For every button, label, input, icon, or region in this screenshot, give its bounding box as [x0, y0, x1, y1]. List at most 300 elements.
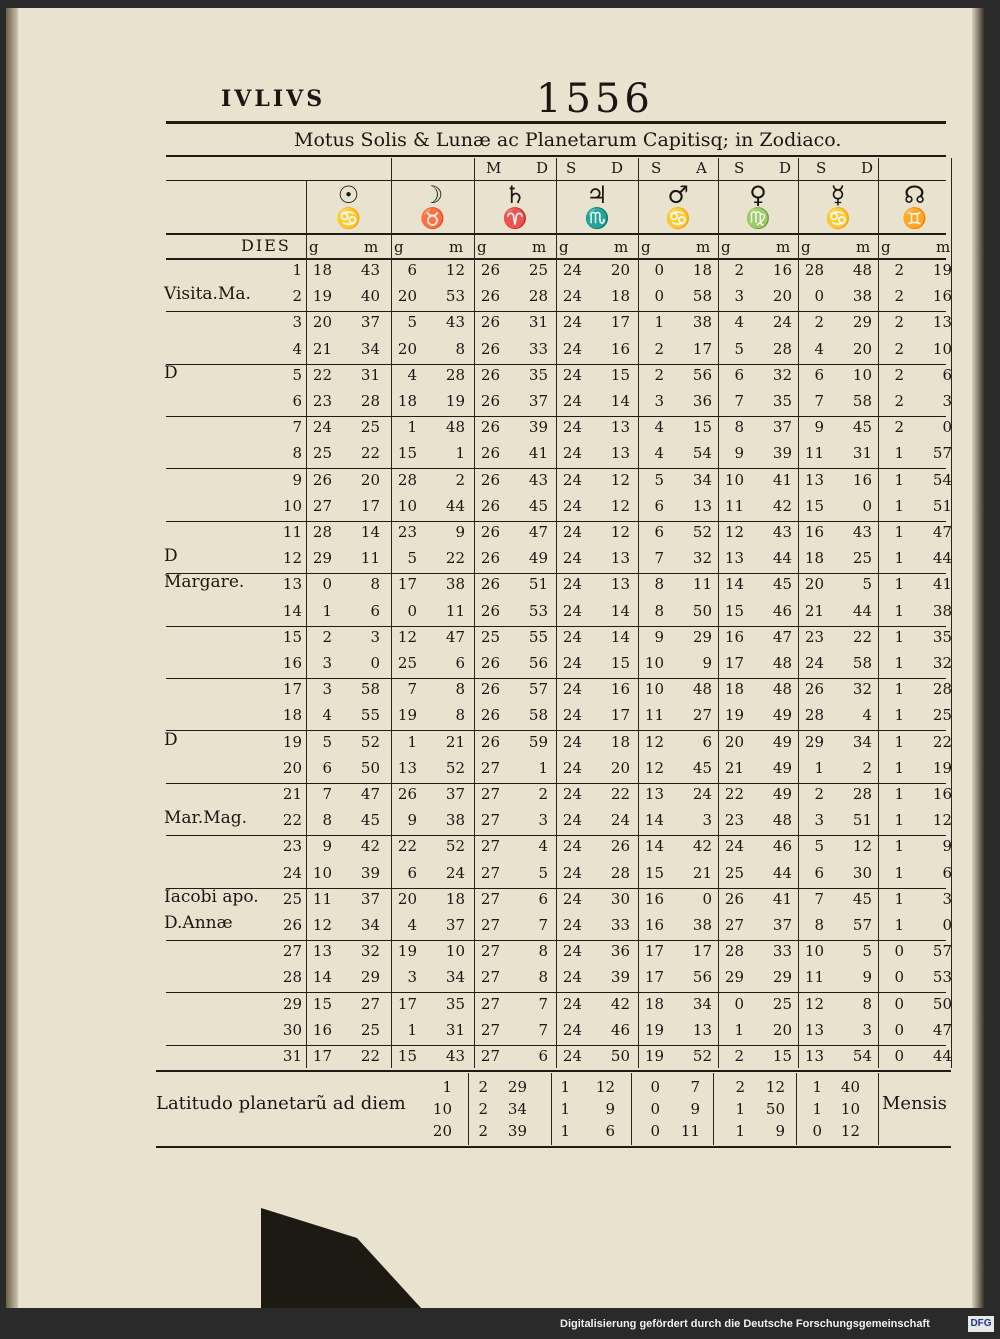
minutes-cell: 44 — [932, 1047, 952, 1065]
minutes-cell: 32 — [772, 365, 792, 384]
minutes-cell: 48 — [692, 680, 712, 699]
minutes-cell: 52 — [445, 837, 465, 856]
unit-label: m — [614, 238, 629, 256]
minutes-cell: 58 — [852, 654, 872, 672]
day-number: 31 — [282, 1047, 302, 1065]
minutes-cell: 32 — [932, 654, 952, 672]
degrees-cell: 19 — [397, 942, 417, 961]
degrees-cell: 26 — [480, 287, 500, 306]
degrees-cell: 8 — [734, 418, 744, 437]
degrees-cell: 20 — [804, 575, 824, 594]
degrees-cell: 27 — [480, 1047, 500, 1065]
zodiac-sign-luna: ♉ — [420, 206, 445, 230]
degrees-cell: 15 — [804, 496, 824, 515]
minutes-cell: 15 — [610, 365, 630, 384]
minutes-cell: 2 — [455, 470, 465, 489]
degrees-cell: 24 — [562, 758, 582, 777]
minutes-cell: 0 — [942, 916, 952, 934]
degrees-cell: 24 — [562, 470, 582, 489]
degrees-cell: 24 — [562, 1047, 582, 1065]
degrees-cell: 24 — [562, 942, 582, 961]
degrees-cell: 11 — [804, 444, 824, 463]
calendar-note: Iacobi apo. — [164, 886, 259, 907]
minutes-cell: 14 — [610, 627, 630, 646]
minutes-cell: 35 — [932, 627, 952, 646]
minutes-cell: 6 — [702, 732, 712, 751]
day-number: 17 — [282, 680, 302, 699]
minutes-cell: 19 — [445, 392, 465, 410]
minutes-cell: 32 — [852, 680, 872, 699]
degrees-cell: 13 — [804, 470, 824, 489]
minutes-cell: 18 — [445, 889, 465, 908]
minutes-cell: 28 — [852, 785, 872, 803]
degrees-cell: 1 — [654, 313, 664, 332]
latitude-cell: 12 — [840, 1122, 860, 1140]
minutes-cell: 45 — [528, 496, 548, 515]
minutes-cell: 56 — [692, 365, 712, 384]
degrees-cell: 24 — [562, 706, 582, 725]
minutes-cell: 49 — [772, 758, 792, 777]
degrees-cell: 11 — [644, 706, 664, 725]
degrees-cell: 18 — [804, 549, 824, 568]
minutes-cell: 17 — [692, 339, 712, 358]
degrees-cell: 7 — [407, 680, 417, 699]
day-number: 9 — [292, 470, 302, 489]
degrees-cell: 26 — [480, 732, 500, 751]
day-number: 24 — [282, 863, 302, 882]
minutes-cell: 45 — [852, 418, 872, 437]
degrees-cell: 26 — [804, 680, 824, 699]
dfg-logo: DFG — [968, 1316, 994, 1332]
degrees-cell: 24 — [562, 365, 582, 384]
minutes-cell: 28 — [445, 365, 465, 384]
degrees-cell: 2 — [894, 261, 904, 279]
minutes-cell: 3 — [942, 889, 952, 908]
minutes-cell: 25 — [852, 549, 872, 568]
top-unit-label: D — [779, 159, 792, 177]
minutes-cell: 45 — [692, 758, 712, 777]
degrees-cell: 16 — [644, 916, 664, 934]
minutes-cell: 51 — [932, 496, 952, 515]
minutes-cell: 37 — [445, 785, 465, 803]
row-pair-rule — [166, 626, 946, 627]
minutes-cell: 12 — [610, 523, 630, 541]
minutes-cell: 43 — [852, 523, 872, 541]
degrees-cell: 6 — [814, 365, 824, 384]
minutes-cell: 6 — [538, 889, 548, 908]
degrees-cell: 4 — [322, 706, 332, 725]
degrees-cell: 28 — [804, 706, 824, 725]
minutes-cell: 11 — [445, 601, 465, 620]
degrees-cell: 0 — [814, 287, 824, 306]
degrees-cell: 3 — [322, 654, 332, 672]
degrees-cell: 0 — [654, 261, 664, 279]
latitude-cell: 1 — [812, 1078, 822, 1096]
minutes-cell: 48 — [772, 654, 792, 672]
degrees-cell: 17 — [397, 994, 417, 1013]
day-number: 14 — [282, 601, 302, 620]
minutes-cell: 54 — [692, 444, 712, 463]
degrees-cell: 5 — [814, 837, 824, 856]
minutes-cell: 18 — [610, 732, 630, 751]
top-unit-label: D — [861, 159, 874, 177]
minutes-cell: 24 — [610, 811, 630, 830]
degrees-cell: 6 — [322, 758, 332, 777]
minutes-cell: 58 — [360, 680, 380, 699]
degrees-cell: 4 — [734, 313, 744, 332]
minutes-cell: 16 — [852, 470, 872, 489]
row-pair-rule — [166, 730, 946, 731]
column-separator — [718, 158, 719, 1068]
degrees-cell: 13 — [312, 942, 332, 961]
column-separator — [638, 158, 639, 1068]
planet-symbol-mercurius: ☿ — [830, 181, 846, 209]
minutes-cell: 0 — [862, 496, 872, 515]
degrees-cell: 15 — [644, 863, 664, 882]
planet-symbol-caput: ☊ — [903, 181, 926, 209]
degrees-cell: 7 — [322, 785, 332, 803]
minutes-cell: 50 — [360, 758, 380, 777]
degrees-cell: 9 — [734, 444, 744, 463]
minutes-cell: 6 — [942, 365, 952, 384]
unit-label: m — [449, 238, 464, 256]
unit-label: m — [856, 238, 871, 256]
minutes-cell: 45 — [772, 575, 792, 594]
degrees-cell: 19 — [644, 1047, 664, 1065]
day-number: 13 — [282, 575, 302, 594]
minutes-cell: 31 — [360, 365, 380, 384]
minutes-cell: 57 — [528, 680, 548, 699]
minutes-cell: 52 — [692, 523, 712, 541]
latitude-cell: 0 — [650, 1078, 660, 1096]
minutes-cell: 16 — [610, 680, 630, 699]
degrees-cell: 7 — [734, 392, 744, 410]
top-unit-label: S — [734, 159, 745, 177]
minutes-cell: 3 — [538, 811, 548, 830]
row-pair-rule — [166, 940, 946, 941]
degrees-cell: 1 — [894, 496, 904, 515]
minutes-cell: 20 — [610, 261, 630, 279]
calendar-note: Margare. — [164, 572, 245, 593]
minutes-cell: 43 — [528, 470, 548, 489]
minutes-cell: 19 — [932, 261, 952, 279]
degrees-cell: 4 — [407, 365, 417, 384]
degrees-cell: 2 — [894, 392, 904, 410]
degrees-cell: 15 — [724, 601, 744, 620]
row-pair-rule — [166, 835, 946, 836]
minutes-cell: 5 — [862, 942, 872, 961]
minutes-cell: 0 — [942, 418, 952, 437]
day-number: 18 — [282, 706, 302, 725]
degrees-cell: 18 — [644, 994, 664, 1013]
degrees-cell: 29 — [804, 732, 824, 751]
minutes-cell: 48 — [772, 680, 792, 699]
degrees-cell: 5 — [322, 732, 332, 751]
minutes-cell: 20 — [610, 758, 630, 777]
latitude-separator — [878, 1073, 879, 1145]
minutes-cell: 12 — [610, 470, 630, 489]
degrees-cell: 16 — [644, 889, 664, 908]
minutes-cell: 57 — [932, 942, 952, 961]
degrees-cell: 6 — [407, 863, 417, 882]
degrees-cell: 0 — [894, 994, 904, 1013]
degrees-cell: 26 — [480, 575, 500, 594]
degrees-cell: 2 — [654, 365, 664, 384]
degrees-cell: 24 — [562, 654, 582, 672]
minutes-cell: 33 — [772, 942, 792, 961]
degrees-cell: 26 — [397, 785, 417, 803]
degrees-cell: 26 — [480, 444, 500, 463]
minutes-cell: 13 — [610, 444, 630, 463]
minutes-cell: 39 — [610, 968, 630, 987]
row-pair-rule — [166, 573, 946, 574]
degrees-cell: 29 — [312, 549, 332, 568]
degrees-cell: 3 — [814, 811, 824, 830]
degrees-cell: 2 — [894, 313, 904, 332]
latitude-cell: 2 — [478, 1100, 488, 1118]
minutes-cell: 4 — [538, 837, 548, 856]
minutes-cell: 37 — [360, 313, 380, 332]
latitude-cell: 40 — [840, 1078, 860, 1096]
degrees-cell: 1 — [734, 1020, 744, 1039]
minutes-cell: 13 — [610, 549, 630, 568]
calendar-note: Visita.Ma. — [164, 284, 251, 305]
degrees-cell: 23 — [724, 811, 744, 830]
degrees-cell: 24 — [724, 837, 744, 856]
degrees-cell: 0 — [734, 994, 744, 1013]
minutes-cell: 20 — [772, 1020, 792, 1039]
degrees-cell: 15 — [397, 444, 417, 463]
degrees-cell: 27 — [480, 811, 500, 830]
top-unit-label: A — [696, 159, 707, 177]
degrees-cell: 0 — [894, 1020, 904, 1039]
minutes-cell: 50 — [610, 1047, 630, 1065]
minutes-cell: 20 — [772, 287, 792, 306]
minutes-cell: 12 — [610, 496, 630, 515]
degrees-cell: 2 — [894, 287, 904, 306]
minutes-cell: 20 — [852, 339, 872, 358]
row-pair-rule — [166, 521, 946, 522]
minutes-cell: 3 — [942, 392, 952, 410]
degrees-cell: 10 — [312, 863, 332, 882]
minutes-cell: 5 — [538, 863, 548, 882]
degrees-cell: 1 — [894, 837, 904, 856]
minutes-cell: 38 — [692, 313, 712, 332]
column-separator — [798, 158, 799, 1068]
minutes-cell: 29 — [772, 968, 792, 987]
scanned-page — [6, 8, 984, 1308]
latitude-cell: 12 — [595, 1078, 615, 1096]
calendar-note: Mar.Mag. — [164, 808, 248, 829]
degrees-cell: 21 — [312, 339, 332, 358]
table-caption: Motus Solis & Lunæ ac Planetarum Capitisq; in Zodiaco. — [294, 129, 842, 151]
day-number: 8 — [292, 444, 302, 463]
degrees-cell: 2 — [814, 313, 824, 332]
degrees-cell: 1 — [894, 732, 904, 751]
minutes-cell: 24 — [445, 863, 465, 882]
row-pair-rule — [166, 992, 946, 993]
degrees-cell: 1 — [894, 575, 904, 594]
row-pair-rule — [166, 364, 946, 365]
latitude-cell: 34 — [507, 1100, 527, 1118]
degrees-cell: 7 — [654, 549, 664, 568]
minutes-cell: 22 — [360, 444, 380, 463]
minutes-cell: 55 — [360, 706, 380, 725]
planet-symbol-saturnus: ♄ — [504, 181, 526, 209]
degrees-cell: 2 — [894, 365, 904, 384]
caption-rule — [166, 155, 946, 157]
degrees-cell: 24 — [562, 339, 582, 358]
minutes-cell: 59 — [528, 732, 548, 751]
minutes-cell: 4 — [862, 706, 872, 725]
degrees-cell: 27 — [480, 942, 500, 961]
minutes-cell: 38 — [445, 811, 465, 830]
latitude-cell: 11 — [680, 1122, 700, 1140]
degrees-cell: 24 — [562, 392, 582, 410]
unit-label: m — [776, 238, 791, 256]
day-number: 19 — [282, 732, 302, 751]
page-edge-shadow — [972, 8, 984, 1308]
minutes-cell: 53 — [932, 968, 952, 987]
minutes-cell: 6 — [942, 863, 952, 882]
degrees-cell: 10 — [644, 654, 664, 672]
degrees-cell: 25 — [312, 444, 332, 463]
minutes-cell: 22 — [360, 1047, 380, 1065]
degrees-cell: 24 — [562, 523, 582, 541]
calendar-note: D — [164, 362, 178, 383]
degrees-cell: 1 — [894, 785, 904, 803]
degrees-cell: 1 — [894, 680, 904, 699]
minutes-cell: 54 — [932, 470, 952, 489]
degrees-cell: 26 — [480, 392, 500, 410]
degrees-cell: 6 — [407, 261, 417, 279]
day-number: 15 — [282, 627, 302, 646]
degrees-cell: 24 — [562, 889, 582, 908]
latitude-cell: 6 — [605, 1122, 615, 1140]
minutes-cell: 10 — [852, 365, 872, 384]
degrees-cell: 10 — [724, 470, 744, 489]
minutes-cell: 43 — [445, 1047, 465, 1065]
minutes-cell: 25 — [360, 418, 380, 437]
minutes-cell: 35 — [445, 994, 465, 1013]
mensis-label: Mensis — [882, 1093, 947, 1114]
minutes-cell: 54 — [852, 1047, 872, 1065]
degrees-cell: 20 — [312, 313, 332, 332]
degrees-cell: 13 — [804, 1020, 824, 1039]
minutes-cell: 8 — [862, 994, 872, 1013]
degrees-cell: 14 — [644, 837, 664, 856]
degrees-cell: 20 — [397, 287, 417, 306]
degrees-cell: 9 — [322, 837, 332, 856]
minutes-cell: 41 — [772, 470, 792, 489]
degrees-cell: 2 — [734, 261, 744, 279]
degrees-cell: 18 — [724, 680, 744, 699]
minutes-cell: 25 — [932, 706, 952, 725]
degrees-cell: 10 — [397, 496, 417, 515]
minutes-cell: 56 — [528, 654, 548, 672]
minutes-cell: 45 — [360, 811, 380, 830]
day-number: 11 — [282, 523, 302, 541]
minutes-cell: 55 — [528, 627, 548, 646]
minutes-cell: 47 — [528, 523, 548, 541]
minutes-cell: 41 — [528, 444, 548, 463]
minutes-cell: 26 — [610, 837, 630, 856]
degrees-cell: 22 — [397, 837, 417, 856]
degrees-cell: 27 — [480, 758, 500, 777]
minutes-cell: 15 — [772, 1047, 792, 1065]
minutes-cell: 0 — [702, 889, 712, 908]
minutes-cell: 38 — [932, 601, 952, 620]
degrees-cell: 12 — [312, 916, 332, 934]
degrees-cell: 15 — [312, 994, 332, 1013]
degrees-cell: 8 — [322, 811, 332, 830]
degrees-cell: 5 — [407, 313, 417, 332]
minutes-cell: 42 — [360, 837, 380, 856]
degrees-cell: 24 — [562, 811, 582, 830]
degrees-cell: 19 — [397, 706, 417, 725]
minutes-cell: 39 — [360, 863, 380, 882]
degrees-cell: 1 — [407, 418, 417, 437]
degrees-cell: 27 — [480, 785, 500, 803]
degrees-cell: 0 — [654, 287, 664, 306]
degrees-cell: 7 — [814, 392, 824, 410]
minutes-cell: 7 — [538, 1020, 548, 1039]
minutes-cell: 44 — [852, 601, 872, 620]
minutes-cell: 15 — [692, 418, 712, 437]
minutes-cell: 50 — [932, 994, 952, 1013]
minutes-cell: 44 — [772, 863, 792, 882]
unit-label: m — [936, 238, 951, 256]
degrees-cell: 23 — [804, 627, 824, 646]
unit-label: g — [477, 238, 487, 256]
minutes-cell: 15 — [610, 654, 630, 672]
minutes-cell: 13 — [932, 313, 952, 332]
degrees-cell: 24 — [562, 968, 582, 987]
minutes-cell: 30 — [852, 863, 872, 882]
degrees-cell: 19 — [312, 287, 332, 306]
degrees-cell: 4 — [654, 444, 664, 463]
minutes-cell: 8 — [370, 575, 380, 594]
latitude-cell: 2 — [478, 1122, 488, 1140]
minutes-cell: 25 — [528, 261, 548, 279]
minutes-cell: 33 — [528, 339, 548, 358]
latitude-separator — [713, 1073, 714, 1145]
minutes-cell: 51 — [528, 575, 548, 594]
latitude-cell: 39 — [507, 1122, 527, 1140]
minutes-cell: 27 — [692, 706, 712, 725]
degrees-cell: 26 — [480, 418, 500, 437]
degrees-cell: 13 — [397, 758, 417, 777]
degrees-cell: 3 — [734, 287, 744, 306]
minutes-cell: 52 — [445, 758, 465, 777]
minutes-cell: 7 — [538, 916, 548, 934]
degrees-cell: 25 — [480, 627, 500, 646]
minutes-cell: 5 — [862, 575, 872, 594]
minutes-cell: 42 — [610, 994, 630, 1013]
degrees-cell: 24 — [562, 1020, 582, 1039]
minutes-cell: 2 — [538, 785, 548, 803]
degrees-cell: 11 — [312, 889, 332, 908]
minutes-cell: 58 — [852, 392, 872, 410]
minutes-cell: 42 — [692, 837, 712, 856]
day-number: 4 — [292, 339, 302, 358]
degrees-cell: 9 — [407, 811, 417, 830]
minutes-cell: 43 — [772, 523, 792, 541]
column-separator — [878, 158, 879, 1068]
row-pair-rule — [166, 416, 946, 417]
degrees-cell: 3 — [407, 968, 417, 987]
degrees-cell: 11 — [804, 968, 824, 987]
